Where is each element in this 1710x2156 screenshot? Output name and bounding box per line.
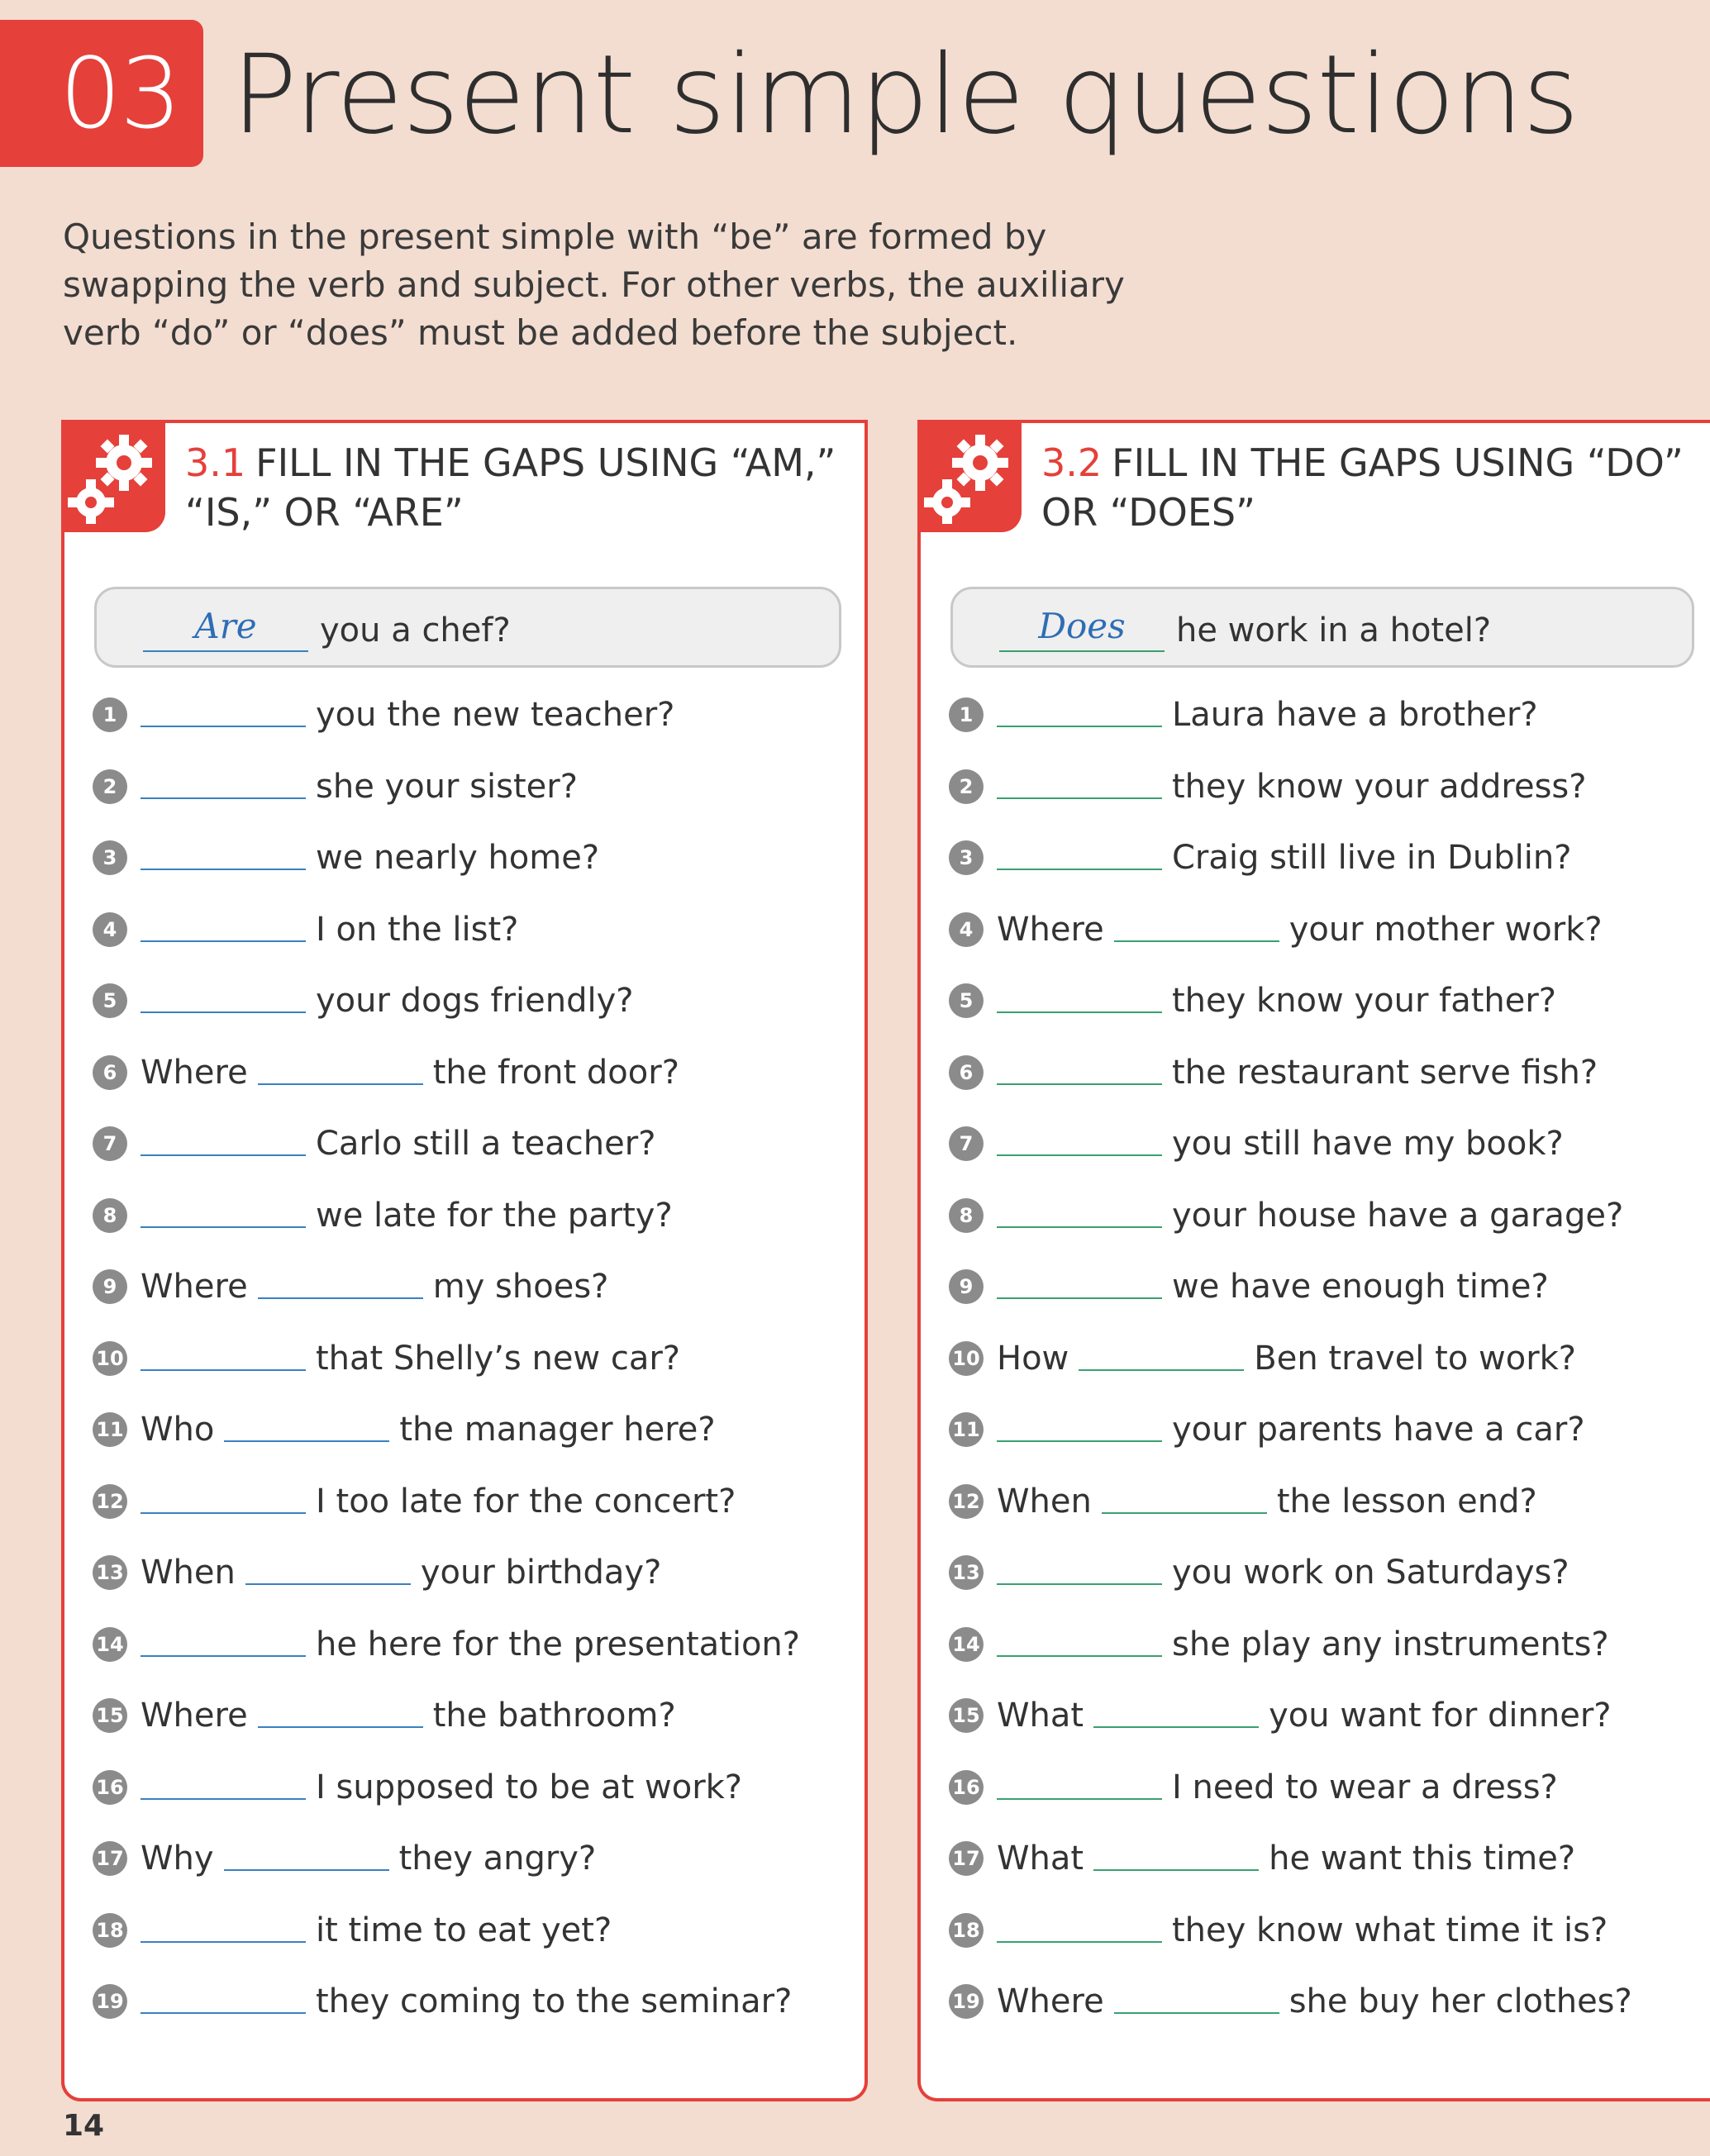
question-text: he here for the presentation? [316, 1625, 801, 1663]
answer-blank[interactable] [997, 726, 1162, 727]
question-text: you still have my book? [1172, 1125, 1564, 1163]
question-item [64, 901, 865, 973]
question-item [921, 1544, 1710, 1616]
question-text: she your sister? [316, 767, 578, 806]
answer-blank[interactable] [1114, 2012, 1279, 2014]
question-item [64, 1901, 865, 1973]
question-row [997, 1258, 1549, 1316]
question-number: 16 [949, 1770, 984, 1805]
question-number: 2 [949, 769, 984, 804]
question-number: 1 [949, 697, 984, 732]
question-item [64, 1544, 865, 1616]
exercise-title-line2: “IS,” OR “ARE” [185, 490, 464, 535]
answer-blank[interactable] [141, 1226, 306, 1228]
question-item [921, 1258, 1710, 1330]
question-row [997, 1687, 1612, 1744]
question-number: 13 [93, 1555, 127, 1590]
answer-blank[interactable] [141, 726, 306, 727]
answer-blank[interactable] [997, 1798, 1162, 1800]
answer-blank[interactable] [141, 1369, 306, 1371]
question-text: Carlo still a teacher? [316, 1125, 656, 1163]
answer-blank[interactable] [997, 1583, 1162, 1585]
page-number: 14 [63, 2109, 105, 2143]
question-item [921, 686, 1710, 758]
question-text: we late for the party? [316, 1196, 673, 1235]
question-prefix: Where [141, 1053, 248, 1092]
question-prefix: When [141, 1554, 236, 1592]
answer-blank[interactable] [997, 1226, 1162, 1228]
question-number: 17 [949, 1841, 984, 1876]
question-number: 7 [93, 1126, 127, 1161]
question-text: you the new teacher? [316, 696, 675, 734]
question-item [921, 1401, 1710, 1473]
question-number: 6 [949, 1055, 984, 1090]
question-prefix: Where [141, 1697, 248, 1735]
question-number: 10 [93, 1341, 127, 1376]
question-row [997, 1973, 1632, 2030]
question-item [64, 1330, 865, 1402]
question-text: Ben travel to work? [1254, 1339, 1577, 1378]
chapter-number: 03 [59, 36, 180, 150]
question-prefix: Where [997, 1982, 1104, 2020]
answer-blank[interactable] [1093, 1726, 1259, 1728]
exercise-number: 3.2 [1041, 440, 1103, 485]
question-row [141, 1544, 661, 1602]
question-text: I need to wear a dress? [1172, 1768, 1558, 1806]
question-row [141, 1330, 680, 1387]
question-list [64, 686, 865, 2044]
answer-blank[interactable] [1114, 940, 1279, 942]
exercise-3-1-panel [61, 420, 868, 2101]
question-item [64, 829, 865, 901]
question-row [141, 1973, 792, 2030]
question-number: 5 [949, 983, 984, 1018]
question-row [141, 829, 599, 887]
question-row [997, 758, 1586, 816]
question-number: 14 [93, 1627, 127, 1662]
question-row [141, 1044, 679, 1102]
question-item [64, 972, 865, 1044]
question-row [997, 1330, 1576, 1387]
question-number: 11 [949, 1412, 984, 1447]
question-item [64, 1401, 865, 1473]
question-number: 1 [93, 697, 127, 732]
exercise-number: 3.1 [185, 440, 246, 485]
question-row [997, 972, 1556, 1030]
question-prefix: Why [141, 1840, 214, 1878]
question-number: 17 [93, 1841, 127, 1876]
question-prefix: How [997, 1339, 1069, 1378]
question-number: 5 [93, 983, 127, 1018]
exercise-title-line2: OR “DOES” [1041, 490, 1255, 535]
question-text: the bathroom? [432, 1697, 676, 1735]
question-number: 2 [93, 769, 127, 804]
answer-blank[interactable] [997, 1655, 1162, 1657]
question-number: 13 [949, 1555, 984, 1590]
question-list [921, 686, 1710, 2044]
question-text: we nearly home? [316, 839, 600, 877]
question-item [921, 1044, 1710, 1116]
question-number: 4 [949, 912, 984, 947]
answer-blank[interactable] [141, 797, 306, 799]
answer-blank[interactable] [258, 1726, 423, 1728]
question-text: we have enough time? [1172, 1268, 1549, 1306]
question-number: 9 [949, 1269, 984, 1304]
example-box [950, 587, 1694, 668]
question-prefix: Where [141, 1268, 248, 1306]
answer-blank[interactable] [258, 1083, 423, 1085]
question-item [64, 1973, 865, 2044]
question-item [64, 1759, 865, 1830]
answer-blank[interactable] [141, 1798, 306, 1800]
question-item [921, 1830, 1710, 1901]
question-text: she buy her clothes? [1288, 1982, 1632, 2020]
question-text: they coming to the seminar? [316, 1982, 793, 2020]
question-item [921, 1115, 1710, 1187]
answer-blank[interactable] [997, 1440, 1162, 1442]
question-number: 6 [93, 1055, 127, 1090]
question-text: your parents have a car? [1172, 1411, 1585, 1449]
question-item [921, 1901, 1710, 1973]
question-row [997, 1901, 1608, 1959]
question-item [921, 1687, 1710, 1759]
exercise-title [1041, 438, 1684, 537]
question-row [141, 1616, 800, 1673]
exercise-title-line1: FILL IN THE GAPS USING “DO” [1112, 440, 1684, 485]
exercise-title-line1: FILL IN THE GAPS USING “AM,” [255, 440, 836, 485]
question-text: your birthday? [420, 1554, 662, 1592]
question-number: 8 [949, 1198, 984, 1233]
question-text: they know your address? [1172, 767, 1587, 806]
question-item [921, 1330, 1710, 1402]
question-item [64, 1830, 865, 1901]
question-number: 15 [93, 1698, 127, 1733]
question-number: 15 [949, 1698, 984, 1733]
example-answer: Does [999, 606, 1165, 652]
question-number: 4 [93, 912, 127, 947]
question-row [141, 1759, 742, 1816]
question-row [141, 1115, 655, 1173]
question-row [997, 1044, 1598, 1102]
answer-blank[interactable] [141, 1011, 306, 1013]
question-item [921, 1616, 1710, 1687]
answer-blank[interactable] [141, 1941, 306, 1943]
question-item [64, 1687, 865, 1759]
question-item [921, 1759, 1710, 1830]
question-number: 8 [93, 1198, 127, 1233]
answer-blank[interactable] [141, 1154, 306, 1156]
question-text: they know what time it is? [1172, 1911, 1608, 1949]
question-row [997, 1759, 1558, 1816]
question-number: 9 [93, 1269, 127, 1304]
question-row [141, 758, 578, 816]
question-row [141, 1401, 716, 1459]
question-row [141, 901, 518, 959]
question-row [141, 1687, 676, 1744]
question-text: you want for dinner? [1269, 1697, 1612, 1735]
question-text: the restaurant serve fish? [1172, 1053, 1598, 1092]
question-row [141, 972, 633, 1030]
question-text: I on the list? [316, 910, 519, 949]
question-item [921, 1187, 1710, 1259]
question-row [141, 1187, 673, 1245]
question-text: she play any instruments? [1172, 1625, 1609, 1663]
question-text: the front door? [432, 1053, 679, 1092]
answer-blank[interactable] [997, 1297, 1162, 1299]
question-text: I supposed to be at work? [316, 1768, 743, 1806]
exercise-header-tab [61, 420, 165, 532]
question-text: your house have a garage? [1172, 1196, 1624, 1235]
question-text: he want this time? [1269, 1840, 1576, 1878]
question-text: the manager here? [399, 1411, 716, 1449]
page-title: Present simple questions [231, 31, 1579, 159]
question-text: my shoes? [432, 1268, 609, 1306]
question-number: 18 [93, 1913, 127, 1948]
question-item [64, 1115, 865, 1187]
question-row [997, 1473, 1537, 1530]
question-row [141, 1473, 736, 1530]
example-answer: Are [143, 606, 308, 652]
question-prefix: What [997, 1697, 1084, 1735]
answer-blank[interactable] [1079, 1369, 1244, 1371]
chapter-number-badge [0, 20, 203, 167]
answer-blank[interactable] [1102, 1512, 1267, 1514]
question-number: 12 [949, 1484, 984, 1519]
question-item [64, 1044, 865, 1116]
answer-blank[interactable] [141, 1655, 306, 1657]
example-box [94, 587, 841, 668]
question-number: 12 [93, 1484, 127, 1519]
question-number: 7 [949, 1126, 984, 1161]
answer-blank[interactable] [224, 1440, 389, 1442]
question-number: 3 [93, 840, 127, 875]
question-prefix: When [997, 1482, 1092, 1521]
question-item [921, 829, 1710, 901]
question-text: I too late for the concert? [316, 1482, 736, 1521]
question-item [921, 758, 1710, 830]
question-item [64, 758, 865, 830]
gears-icon [922, 426, 1013, 526]
question-row [141, 1258, 608, 1316]
question-row [997, 1830, 1575, 1887]
answer-blank[interactable] [258, 1297, 423, 1299]
question-row [997, 1616, 1609, 1673]
answer-blank[interactable] [224, 1869, 389, 1871]
question-number: 18 [949, 1913, 984, 1948]
question-text: they know your father? [1172, 982, 1557, 1020]
question-text: your mother work? [1288, 910, 1603, 949]
question-text: it time to eat yet? [316, 1911, 612, 1949]
question-prefix: Who [141, 1411, 215, 1449]
question-item [921, 1973, 1710, 2044]
question-row [141, 686, 674, 744]
intro-paragraph: Questions in the present simple with “be” are formed by swapping the verb and subject. For other verbs, the auxiliary verb “do” or “does” must be added before the subject. [63, 217, 1125, 353]
question-row [997, 1401, 1585, 1459]
question-number: 16 [93, 1770, 127, 1805]
answer-blank[interactable] [141, 1512, 306, 1514]
question-number: 19 [949, 1984, 984, 2019]
question-number: 14 [949, 1627, 984, 1662]
question-text: Craig still live in Dublin? [1172, 839, 1572, 877]
question-row [141, 1830, 596, 1887]
question-item [64, 1258, 865, 1330]
question-item [64, 1187, 865, 1259]
question-row [997, 686, 1538, 744]
question-text: Laura have a brother? [1172, 696, 1538, 734]
question-number: 11 [93, 1412, 127, 1447]
gears-icon [66, 426, 157, 526]
example-text: you a chef? [320, 612, 511, 650]
question-number: 19 [93, 1984, 127, 2019]
question-item [921, 1473, 1710, 1544]
answer-blank[interactable] [245, 1583, 411, 1585]
exercise-3-2-panel [917, 420, 1710, 2101]
question-text: they angry? [398, 1840, 597, 1878]
question-row [997, 829, 1571, 887]
question-prefix: Where [997, 910, 1104, 949]
answer-blank[interactable] [997, 1154, 1162, 1156]
question-item [64, 1473, 865, 1544]
question-row [997, 901, 1603, 959]
answer-blank[interactable] [997, 797, 1162, 799]
answer-blank[interactable] [141, 869, 306, 870]
answer-blank[interactable] [997, 1941, 1162, 1943]
exercise-title [185, 438, 836, 537]
question-text: that Shelly’s new car? [316, 1339, 681, 1378]
answer-blank[interactable] [141, 940, 306, 942]
question-row [997, 1187, 1623, 1245]
question-item [64, 1616, 865, 1687]
question-item [921, 972, 1710, 1044]
answer-blank[interactable] [997, 1083, 1162, 1085]
question-text: the lesson end? [1276, 1482, 1537, 1521]
question-text: your dogs friendly? [316, 982, 634, 1020]
answer-blank[interactable] [1093, 1869, 1259, 1871]
question-item [921, 901, 1710, 973]
question-number: 10 [949, 1341, 984, 1376]
question-text: you work on Saturdays? [1172, 1554, 1569, 1592]
answer-blank[interactable] [141, 2012, 306, 2014]
question-row [997, 1544, 1569, 1602]
answer-blank[interactable] [997, 1011, 1162, 1013]
question-prefix: What [997, 1840, 1084, 1878]
answer-blank[interactable] [997, 869, 1162, 870]
example-text: he work in a hotel? [1176, 612, 1492, 650]
question-number: 3 [949, 840, 984, 875]
question-row [997, 1115, 1564, 1173]
question-item [64, 686, 865, 758]
exercise-header-tab [917, 420, 1022, 532]
question-row [141, 1901, 612, 1959]
